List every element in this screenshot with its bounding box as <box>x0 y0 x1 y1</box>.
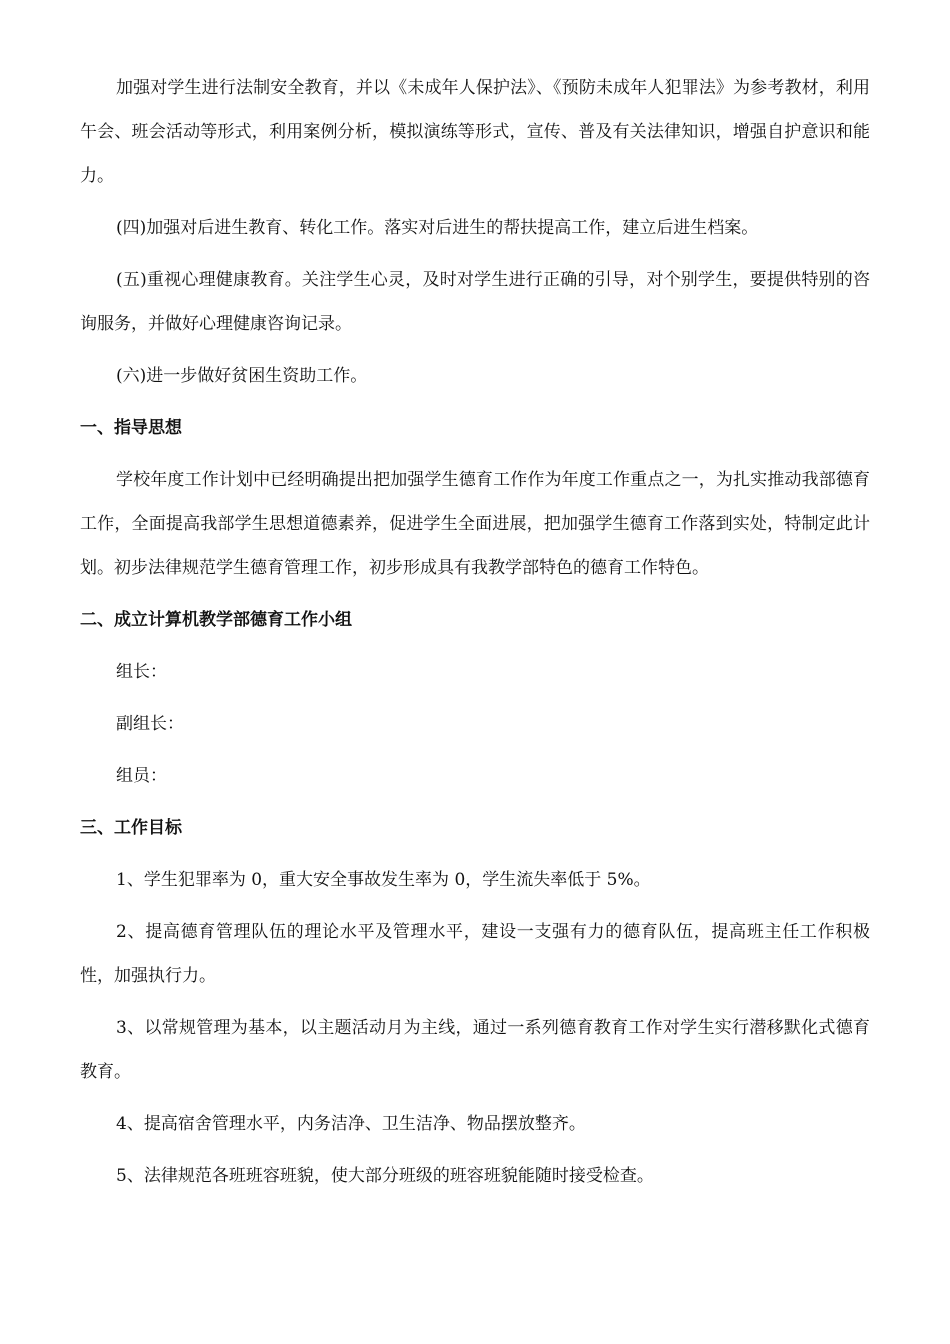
goal-item: 3、以常规管理为基本，以主题活动月为主线，通过一系列德育教育工作对学生实行潜移默化式德育教育。 <box>80 1018 870 1082</box>
paragraph-legal-education: 加强对学生进行法制安全教育，并以《未成年人保护法》、《预防未成年人犯罪法》为参考教材，利用午会、班会活动等形式，利用案例分析，模拟演练等形式，宣传、普及有关法律知识，增强自护意识和能力。 <box>80 78 870 186</box>
goal-item: 4、提高宿舍管理水平，内务洁净、卫生洁净、物品摆放整齐。 <box>116 1114 586 1134</box>
section-heading-guiding-ideology: 一、指导思想 <box>80 418 182 438</box>
document-page <box>80 66 870 1206</box>
goal-item: 2、提高德育管理队伍的理论水平及管理水平，建设一支强有力的德育队伍，提高班主任工作积极性，加强执行力。 <box>80 922 870 986</box>
section-heading-work-goals: 三、工作目标 <box>80 818 182 838</box>
goal-item: 5、法律规范各班班容班貌，使大部分班级的班容班貌能随时接受检查。 <box>116 1166 654 1186</box>
section-heading-work-group: 二、成立计算机教学部德育工作小组 <box>80 610 352 630</box>
paragraph-item-five: (五)重视心理健康教育。关注学生心灵，及时对学生进行正确的引导，对个别学生，要提供特别的咨询服务，并做好心理健康咨询记录。 <box>80 270 870 334</box>
paragraph-guiding-ideology: 学校年度工作计划中已经明确提出把加强学生德育工作作为年度工作重点之一，为扎实推动我部德育工作，全面提高我部学生思想道德素养，促进学生全面进展，把加强学生德育工作落到实处，特制定此计划。初步法律规范学生德育管理工作，初步形成具有我教学部特色的德育工作特色。 <box>80 470 870 578</box>
work-group-leader: 组长： <box>116 662 167 682</box>
paragraph-item-six: (六)进一步做好贫困生资助工作。 <box>116 366 368 386</box>
paragraph-item-four: (四)加强对后进生教育、转化工作。落实对后进生的帮扶提高工作，建立后进生档案。 <box>116 218 759 238</box>
work-group-deputy: 副组长： <box>116 714 184 734</box>
work-group-members: 组员： <box>116 766 167 786</box>
goal-item: 1、学生犯罪率为 0，重大安全事故发生率为 0，学生流失率低于 5%。 <box>116 870 651 890</box>
